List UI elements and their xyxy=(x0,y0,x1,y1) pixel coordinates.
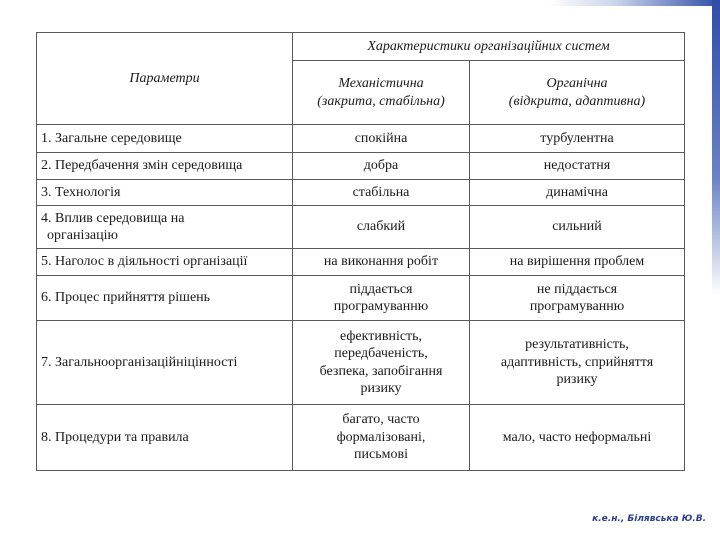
param-cell xyxy=(37,206,293,249)
param-cell: 2. Передбачення змін середовища xyxy=(37,153,293,180)
cell-line: ефективність, xyxy=(339,328,423,344)
mechanistic-subtitle: (закрита, стабільна) xyxy=(317,93,445,109)
mechanistic-cell: слабкий xyxy=(293,206,470,249)
param-cell: 3. Технологія xyxy=(37,180,293,206)
cell-line: піддається xyxy=(349,281,413,297)
cell-line: програмуванню xyxy=(333,299,429,314)
table-row xyxy=(37,249,685,276)
cell-line: формалізовані, xyxy=(336,429,426,445)
mechanistic-cell xyxy=(293,405,470,471)
mechanistic-cell xyxy=(293,276,470,321)
organic-cell xyxy=(470,321,685,405)
mechanistic-cell: на виконання робіт xyxy=(293,249,470,276)
characteristics-header: Характеристики організаційних систем xyxy=(293,33,685,61)
organic-subtitle: (відкрита, адаптивна) xyxy=(508,93,646,109)
params-header: Параметри xyxy=(37,33,293,125)
top-accent-bar xyxy=(548,0,720,6)
organic-cell xyxy=(470,276,685,321)
cell-line: ризику xyxy=(556,372,598,388)
table-row xyxy=(37,405,685,471)
cell-line: багато, часто xyxy=(342,412,420,428)
right-accent-bar xyxy=(712,0,720,296)
table-row xyxy=(37,180,685,206)
organic-cell: недостатня xyxy=(470,153,685,180)
mechanistic-cell: добра xyxy=(293,153,470,180)
cell-line: адаптивність, сприйняття xyxy=(500,354,654,370)
table-row xyxy=(37,321,685,405)
cell-line: результативність, xyxy=(525,337,629,353)
param-line: організацію xyxy=(47,228,118,243)
cell-line: програмуванню xyxy=(529,299,625,314)
cell-line: письмові xyxy=(354,447,408,463)
table-row xyxy=(37,153,685,180)
cell-line: не піддається xyxy=(536,281,618,297)
organic-cell: динамічна xyxy=(470,180,685,206)
cell-line: безпека, запобігання xyxy=(319,363,443,379)
organic-title: Органічна xyxy=(546,76,608,91)
mechanistic-title: Механістична xyxy=(338,76,424,91)
author-credit: к.е.н., Білявська Ю.В. xyxy=(592,514,706,524)
cell-line: ризику xyxy=(360,381,402,396)
mechanistic-cell: спокійна xyxy=(293,125,470,153)
mechanistic-cell xyxy=(293,321,470,405)
param-cell: 6. Процес прийняття рішень xyxy=(37,276,293,321)
mechanistic-header xyxy=(293,61,470,125)
mechanistic-cell: стабільна xyxy=(293,180,470,206)
param-cell: 5. Наголос в діяльності організації xyxy=(37,249,293,276)
param-cell: 1. Загальне середовище xyxy=(37,125,293,153)
cell-line: передбаченість, xyxy=(334,346,428,361)
table-row xyxy=(37,125,685,153)
organic-cell: турбулентна xyxy=(470,125,685,153)
organic-cell: мало, часто неформальні xyxy=(470,405,685,471)
param-cell: 7. Загальноорганізаційніцінності xyxy=(37,321,293,405)
organic-cell: сильний xyxy=(470,206,685,249)
table-row xyxy=(37,276,685,321)
table-row xyxy=(37,206,685,249)
organic-header xyxy=(470,61,685,125)
param-cell: 8. Процедури та правила xyxy=(37,405,293,471)
organic-cell: на вирішення проблем xyxy=(470,249,685,276)
org-systems-table xyxy=(36,32,685,471)
param-line: 4. Вплив середовища на xyxy=(41,210,185,226)
